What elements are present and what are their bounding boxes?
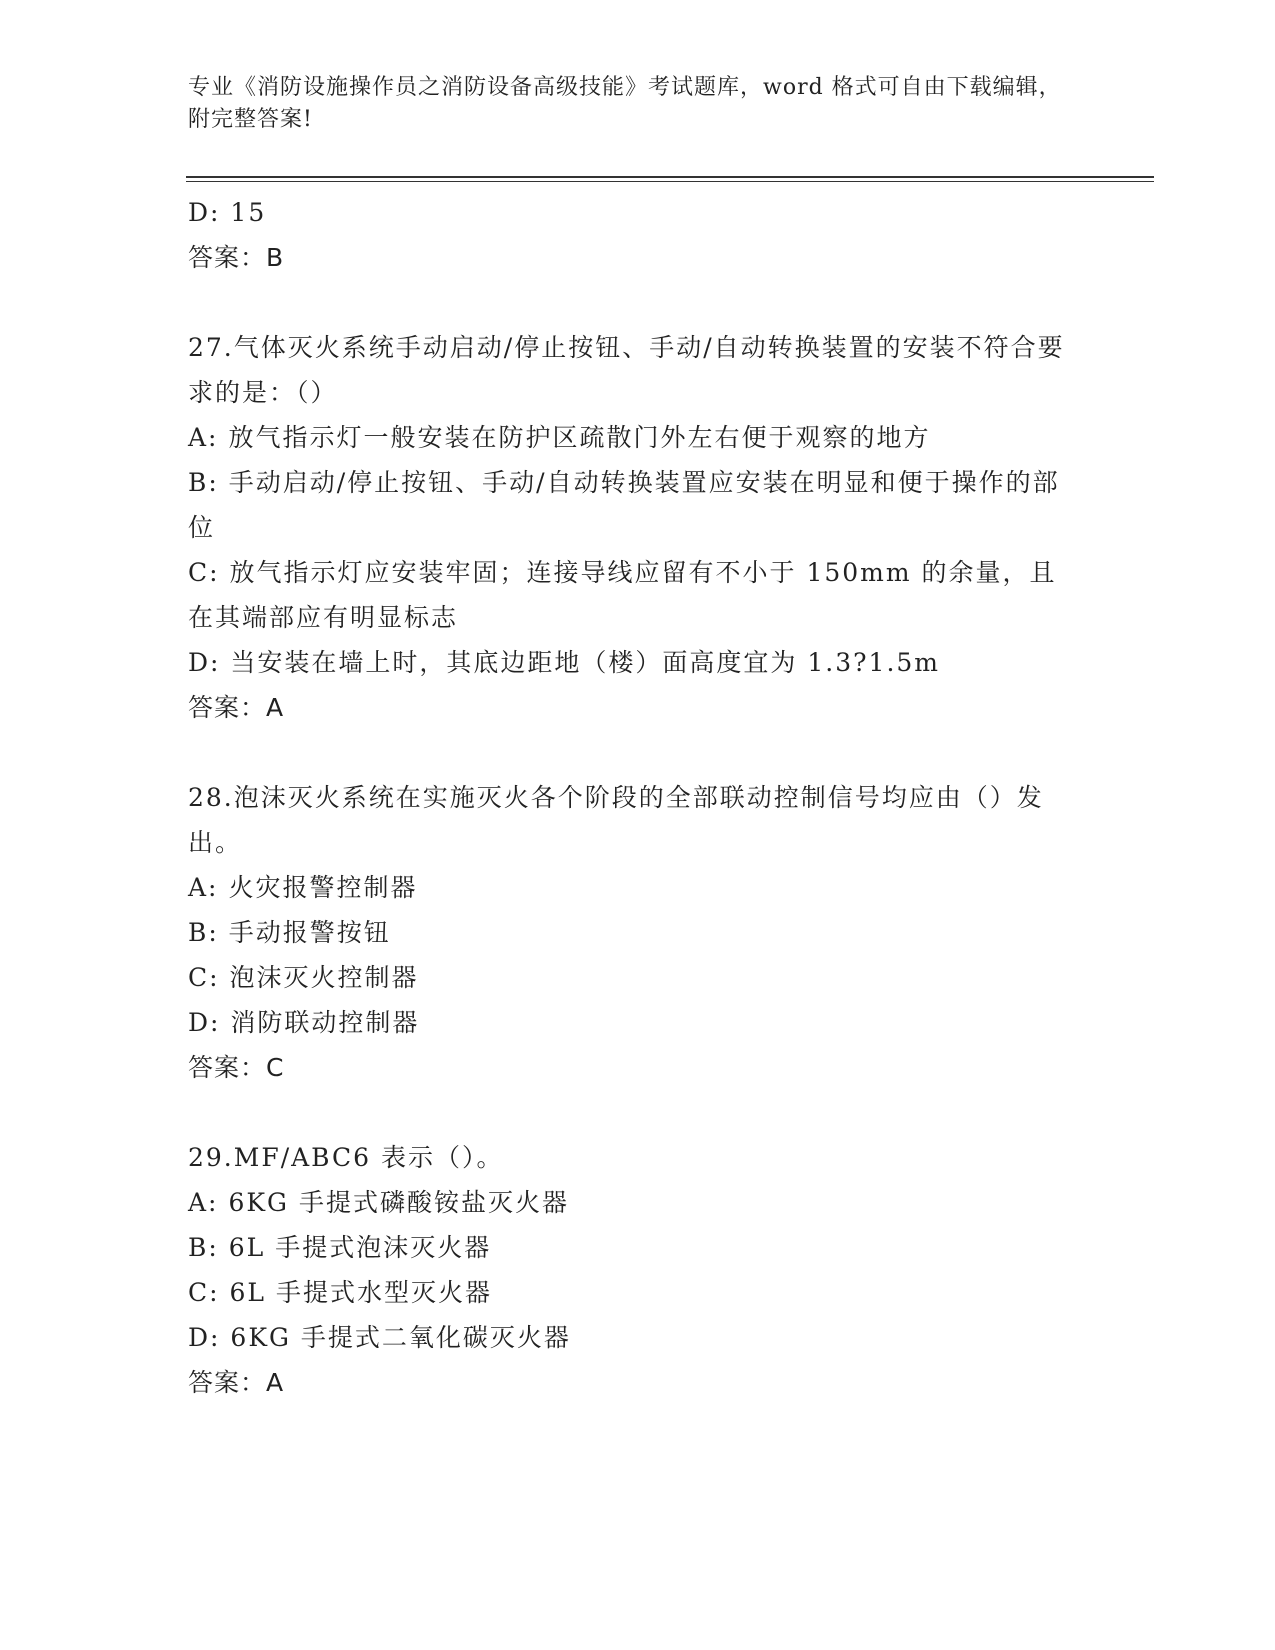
answer-label: 答案： <box>188 1053 267 1082</box>
option-b <box>188 910 1078 955</box>
option-label: C: <box>188 1278 220 1307</box>
answer-label: 答案： <box>188 243 267 272</box>
option-label: B: <box>188 918 219 947</box>
question-number: 28. <box>188 783 234 812</box>
question-answer <box>188 1360 1078 1405</box>
option-label: B: <box>188 468 219 497</box>
option-label: B: <box>188 1233 219 1262</box>
answer-value: C <box>266 1053 285 1082</box>
answer-label: 答案： <box>188 693 267 722</box>
question-text: 泡沫灭火系统在实施灭火各个阶段的全部联动控制信号均应由（）发出。 <box>188 783 1044 857</box>
option-b <box>188 460 1078 550</box>
option-c <box>188 1270 1078 1315</box>
option-text: 手动启动/停止按钮、手动/自动转换装置应安装在明显和便于操作的部位 <box>188 468 1060 542</box>
option-label: C: <box>188 558 220 587</box>
option-text: 消防联动控制器 <box>230 1008 420 1037</box>
question-27 <box>188 325 1078 730</box>
previous-answer <box>188 235 1078 280</box>
option-text: 放气指示灯应安装牢固；连接导线应留有不小于 150mm 的余量，且在其端部应有明显标志 <box>188 558 1057 632</box>
option-b <box>188 1225 1078 1270</box>
option-text: 6KG 手提式二氧化碳灭火器 <box>230 1323 571 1352</box>
question-stem <box>188 1135 1078 1180</box>
option-text: 火灾报警控制器 <box>228 873 418 902</box>
option-label: A: <box>188 1188 219 1217</box>
question-number: 27. <box>188 333 234 362</box>
option-text: 6L 手提式泡沫灭火器 <box>228 1233 492 1262</box>
option-text: 6L 手提式水型灭火器 <box>229 1278 492 1307</box>
question-number: 29. <box>188 1143 234 1172</box>
option-label: A: <box>188 423 219 452</box>
option-label: D: <box>188 648 221 677</box>
page-header: 专业《消防设施操作员之消防设备高级技能》考试题库，word 格式可自由下载编辑，附完整答案! <box>188 75 1062 132</box>
question-28 <box>188 775 1078 1090</box>
option-a <box>188 1180 1078 1225</box>
option-d <box>188 640 1078 685</box>
question-answer <box>188 1045 1078 1090</box>
option-text: 当安装在墙上时，其底边距地（楼）面高度宜为 1.3?1.5m <box>230 648 940 677</box>
option-label: D: <box>188 198 221 227</box>
option-text: 15 <box>230 198 267 227</box>
question-stem <box>188 325 1078 415</box>
question-text: 气体灭火系统手动启动/停止按钮、手动/自动转换装置的安装不符合要求的是：（） <box>188 333 1065 407</box>
answer-value: B <box>266 243 285 272</box>
answer-value: A <box>266 1368 285 1397</box>
option-text: 手动报警按钮 <box>228 918 391 947</box>
header-divider <box>186 176 1154 178</box>
option-label: D: <box>188 1008 221 1037</box>
option-text: 泡沫灭火控制器 <box>229 963 419 992</box>
answer-value: A <box>266 693 285 722</box>
option-label: C: <box>188 963 220 992</box>
option-a <box>188 865 1078 910</box>
option-label: D: <box>188 1323 221 1352</box>
option-a <box>188 415 1078 460</box>
answer-label: 答案： <box>188 1368 267 1397</box>
option-c <box>188 955 1078 1000</box>
option-text: 6KG 手提式磷酸铵盐灭火器 <box>228 1188 569 1217</box>
question-29 <box>188 1135 1078 1405</box>
option-label: A: <box>188 873 219 902</box>
question-text: MF/ABC6 表示（）。 <box>233 1143 504 1172</box>
question-stem <box>188 775 1078 865</box>
option-d <box>188 1315 1078 1360</box>
previous-option-d <box>188 190 1078 235</box>
document-body <box>188 190 1078 1405</box>
option-d <box>188 1000 1078 1045</box>
question-answer <box>188 685 1078 730</box>
option-text: 放气指示灯一般安装在防护区疏散门外左右便于观察的地方 <box>228 423 931 452</box>
header-divider-thin <box>186 181 1154 182</box>
option-c <box>188 550 1078 640</box>
